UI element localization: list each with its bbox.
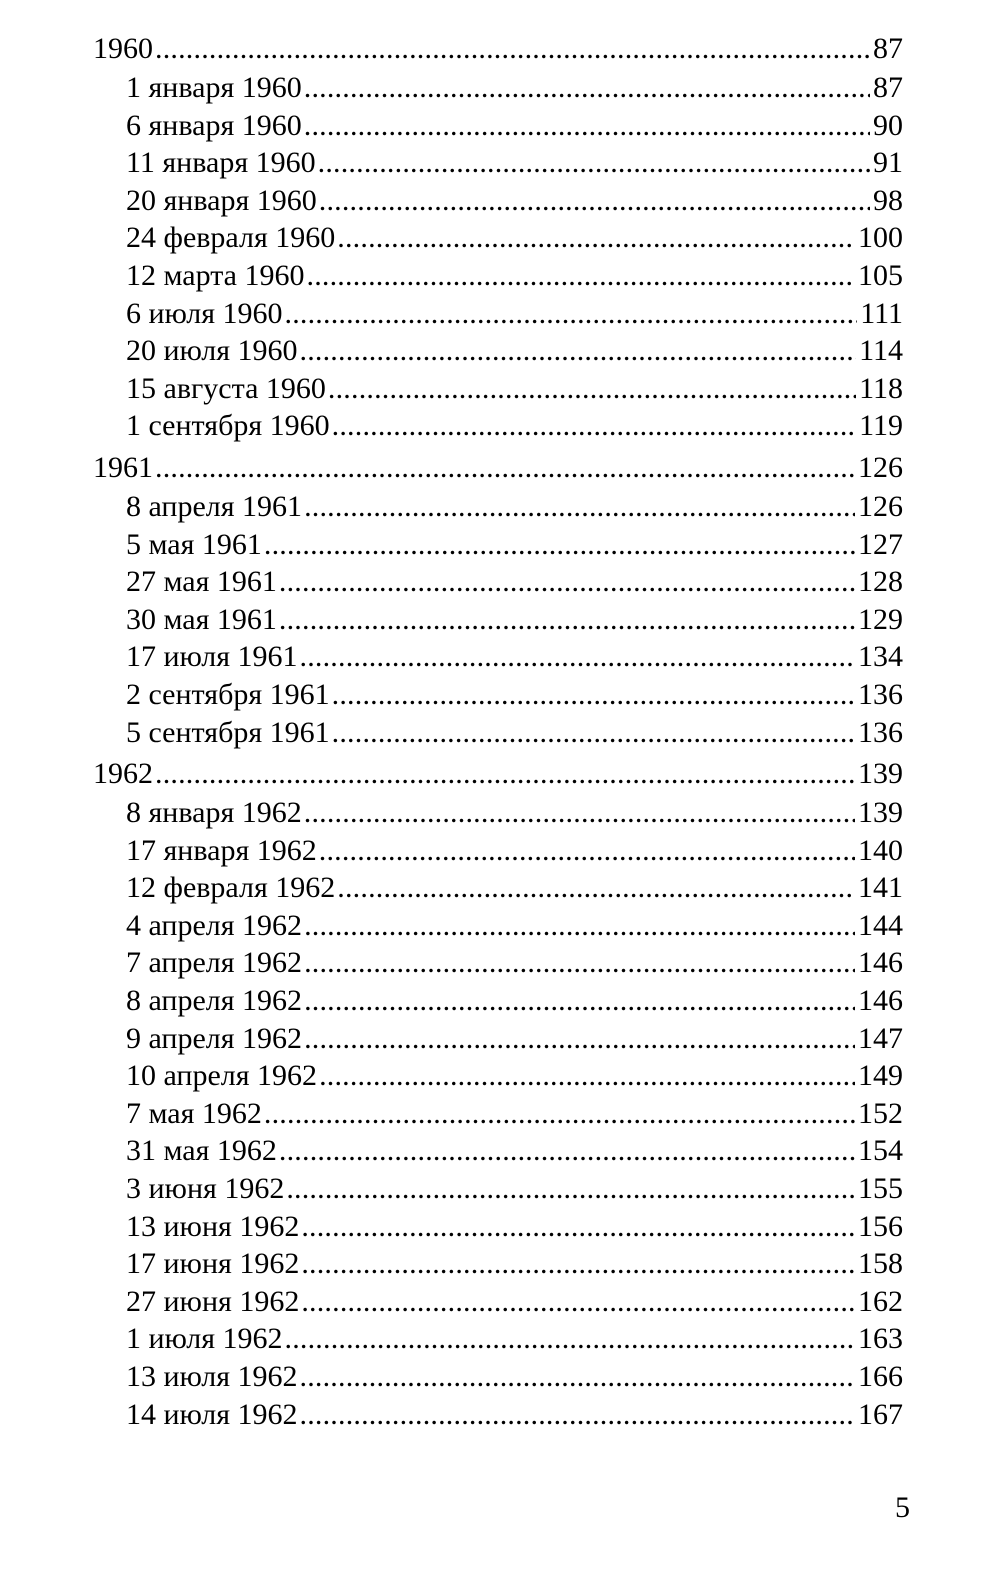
- toc-entry-label: 24 февраля 1960: [126, 221, 336, 255]
- toc-entry[interactable]: [93, 332, 903, 370]
- toc-entry[interactable]: [93, 526, 903, 564]
- toc-page-number: 119: [859, 409, 903, 443]
- toc-dot-leader: [300, 1358, 856, 1396]
- toc-page-number: 166: [858, 1360, 903, 1393]
- toc-dot-leader: [279, 1132, 855, 1170]
- toc-entry[interactable]: [93, 182, 903, 220]
- toc-dot-leader: [264, 526, 855, 564]
- toc-dot-leader: [300, 1396, 856, 1434]
- toc-dot-leader: [304, 488, 855, 526]
- toc-entry[interactable]: [93, 488, 903, 526]
- toc-dot-leader: [301, 1208, 855, 1246]
- toc-dot-leader: [319, 832, 855, 870]
- toc-entry-label: 17 июля 1961: [126, 640, 298, 674]
- toc-page-number: 118: [859, 371, 903, 405]
- toc-dot-leader: [318, 144, 870, 182]
- toc-page-number: 146: [858, 984, 903, 1018]
- toc-entry[interactable]: [93, 107, 903, 145]
- toc-entry[interactable]: [93, 1057, 903, 1095]
- toc-page-number: 129: [858, 602, 903, 636]
- toc-entry[interactable]: [93, 219, 903, 257]
- toc-entry-label: 15 августа 1960: [126, 371, 326, 405]
- toc-entry-label: 20 января 1960: [126, 183, 317, 217]
- toc-page-number: 158: [858, 1247, 903, 1281]
- toc-year-heading[interactable]: [93, 447, 903, 488]
- toc-page-number: 127: [858, 527, 903, 561]
- toc-entry-label: 1962: [93, 757, 153, 791]
- toc-page-number: 126: [858, 450, 903, 484]
- toc-year-heading[interactable]: [93, 28, 903, 69]
- toc-dot-leader: [301, 1283, 855, 1321]
- toc-entry[interactable]: [93, 601, 903, 639]
- toc-page-number: 139: [858, 796, 903, 830]
- toc-dot-leader: [304, 907, 855, 945]
- toc-page-number: 87: [873, 32, 903, 65]
- toc-entry[interactable]: [93, 907, 903, 945]
- toc-entry-label: 1 января 1960: [126, 71, 302, 104]
- toc-entry[interactable]: [93, 1020, 903, 1058]
- toc-entry-label: 3 июня 1962: [126, 1172, 285, 1206]
- toc-entry-label: 12 февраля 1962: [126, 871, 336, 905]
- toc-page-number: 87: [873, 71, 903, 104]
- toc-page-number: 163: [858, 1322, 903, 1356]
- toc-entry[interactable]: [93, 869, 903, 907]
- toc-dot-leader: [279, 563, 855, 601]
- toc-entry[interactable]: [93, 407, 903, 445]
- toc-entry-label: 1961: [93, 450, 153, 484]
- toc-page-number: 91: [873, 146, 903, 180]
- toc-page-number: 98: [873, 183, 903, 217]
- toc-entry[interactable]: [93, 295, 903, 333]
- toc-dot-leader: [286, 1170, 855, 1208]
- toc-dot-leader: [304, 69, 870, 107]
- toc-page-number: 90: [873, 108, 903, 142]
- toc-entry-label: 11 января 1960: [126, 146, 316, 180]
- toc-page-number: 128: [858, 565, 903, 599]
- toc-entry-label: 8 апреля 1962: [126, 984, 303, 1018]
- toc-dot-leader: [300, 638, 856, 676]
- table-of-contents: [93, 28, 903, 1433]
- toc-dot-leader: [304, 794, 855, 832]
- toc-dot-leader: [301, 1245, 855, 1283]
- toc-entry[interactable]: [93, 1358, 903, 1396]
- toc-entry[interactable]: [93, 1245, 903, 1283]
- toc-dot-leader: [337, 869, 855, 907]
- toc-entry[interactable]: [93, 1095, 903, 1133]
- toc-entry[interactable]: [93, 257, 903, 295]
- toc-entry-label: 13 июня 1962: [126, 1209, 300, 1243]
- toc-dot-leader: [155, 447, 855, 488]
- toc-page-number: 141: [858, 871, 903, 905]
- toc-page-number: 152: [858, 1096, 903, 1130]
- toc-page-number: 154: [858, 1134, 903, 1168]
- toc-dot-leader: [155, 28, 870, 69]
- toc-page-number: 111: [860, 296, 903, 330]
- toc-page-number: 134: [858, 640, 903, 674]
- toc-dot-leader: [337, 219, 855, 257]
- toc-entry[interactable]: [93, 1132, 903, 1170]
- toc-dot-leader: [279, 601, 855, 639]
- toc-dot-leader: [332, 407, 856, 445]
- toc-entry[interactable]: [93, 370, 903, 408]
- toc-page-number: 139: [858, 757, 903, 791]
- toc-dot-leader: [285, 1320, 856, 1358]
- toc-entry[interactable]: [93, 1320, 903, 1358]
- toc-entry-label: 14 июля 1962: [126, 1397, 298, 1431]
- toc-entry[interactable]: [93, 144, 903, 182]
- toc-entry-label: 27 июня 1962: [126, 1284, 300, 1318]
- toc-page-number: 167: [858, 1397, 903, 1431]
- toc-page-number: 105: [858, 258, 903, 292]
- toc-entry[interactable]: [93, 69, 903, 107]
- page-number: 5: [895, 1491, 910, 1524]
- toc-dot-leader: [304, 944, 855, 982]
- toc-page-number: 136: [858, 715, 903, 749]
- toc-entry[interactable]: [93, 1283, 903, 1321]
- toc-entry[interactable]: [93, 1208, 903, 1246]
- toc-page-number: 140: [858, 833, 903, 867]
- toc-entry-label: 9 апреля 1962: [126, 1021, 303, 1055]
- toc-entry-label: 31 мая 1962: [126, 1134, 277, 1168]
- toc-dot-leader: [304, 982, 855, 1020]
- toc-entry[interactable]: [93, 982, 903, 1020]
- toc-entry-label: 8 апреля 1961: [126, 489, 303, 523]
- toc-entry[interactable]: [93, 794, 903, 832]
- toc-dot-leader: [304, 107, 870, 145]
- toc-entry-label: 5 сентября 1961: [126, 715, 330, 749]
- toc-dot-leader: [264, 1095, 855, 1133]
- toc-page-number: 149: [858, 1059, 903, 1093]
- toc-entry[interactable]: [93, 1170, 903, 1208]
- toc-entry[interactable]: [93, 944, 903, 982]
- toc-dot-leader: [307, 257, 856, 295]
- toc-page-number: 136: [858, 677, 903, 711]
- toc-dot-leader: [304, 1020, 855, 1058]
- toc-entry-label: 1 сентября 1960: [126, 409, 330, 443]
- toc-entry-label: 6 июля 1960: [126, 296, 283, 330]
- toc-dot-leader: [155, 753, 855, 794]
- toc-entry-label: 20 июля 1960: [126, 334, 298, 368]
- toc-page-number: 126: [858, 489, 903, 523]
- toc-entry-label: 7 мая 1962: [126, 1096, 262, 1130]
- toc-entry-label: 1960: [93, 32, 153, 65]
- toc-page-number: 144: [858, 908, 903, 942]
- toc-entry-label: 2 сентября 1961: [126, 677, 330, 711]
- toc-entry[interactable]: [93, 676, 903, 714]
- toc-dot-leader: [285, 295, 858, 333]
- toc-page-number: 156: [858, 1209, 903, 1243]
- toc-page-number: 100: [858, 221, 903, 255]
- toc-dot-leader: [328, 370, 856, 408]
- toc-entry-label: 13 июля 1962: [126, 1360, 298, 1393]
- toc-year-heading[interactable]: [93, 753, 903, 794]
- toc-entry-label: 27 мая 1961: [126, 565, 277, 599]
- toc-dot-leader: [300, 332, 857, 370]
- toc-entry-label: 10 апреля 1962: [126, 1059, 318, 1093]
- toc-dot-leader: [332, 714, 855, 752]
- toc-entry-label: 30 мая 1961: [126, 602, 277, 636]
- toc-page-number: 147: [858, 1021, 903, 1055]
- toc-entry[interactable]: [93, 638, 903, 676]
- toc-entry-label: 8 января 1962: [126, 796, 302, 830]
- toc-dot-leader: [319, 1057, 855, 1095]
- toc-entry[interactable]: [93, 1396, 903, 1434]
- toc-page-number: 146: [858, 946, 903, 980]
- toc-entry[interactable]: [93, 714, 903, 752]
- toc-entry-label: 17 января 1962: [126, 833, 317, 867]
- toc-page-number: 114: [859, 334, 903, 368]
- toc-entry-label: 7 апреля 1962: [126, 946, 303, 980]
- toc-page-number: 155: [858, 1172, 903, 1206]
- toc-dot-leader: [319, 182, 870, 220]
- toc-entry-label: 17 июня 1962: [126, 1247, 300, 1281]
- toc-dot-leader: [332, 676, 855, 714]
- toc-entry[interactable]: [93, 563, 903, 601]
- toc-page-number: 162: [858, 1284, 903, 1318]
- toc-entry-label: 5 мая 1961: [126, 527, 262, 561]
- toc-entry-label: 1 июля 1962: [126, 1322, 283, 1356]
- toc-entry-label: 4 апреля 1962: [126, 908, 303, 942]
- toc-entry-label: 12 марта 1960: [126, 258, 305, 292]
- toc-entry-label: 6 января 1960: [126, 108, 302, 142]
- toc-entry[interactable]: [93, 832, 903, 870]
